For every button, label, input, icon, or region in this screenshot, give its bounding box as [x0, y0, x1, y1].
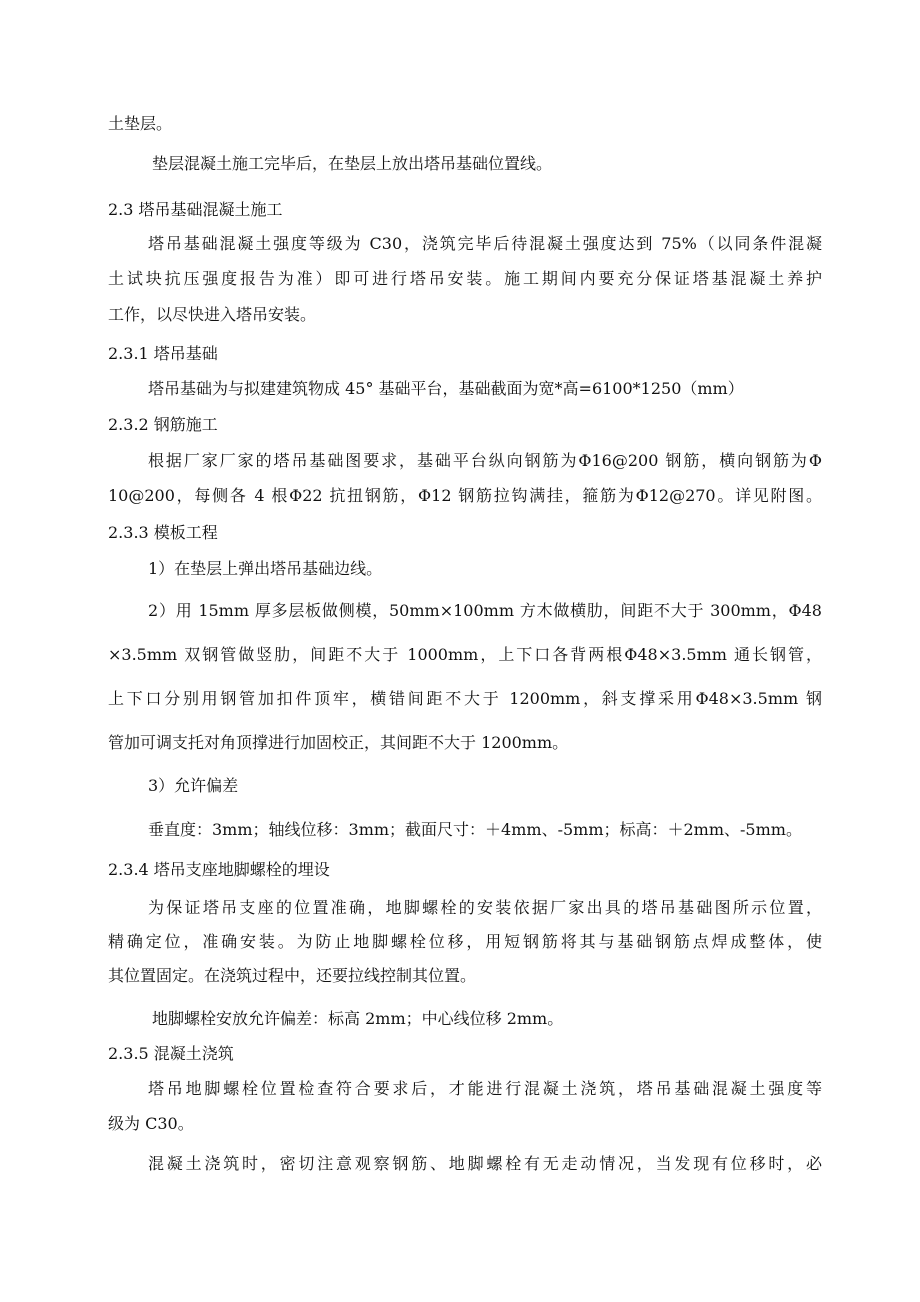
- paragraph-line: 塔吊地脚螺栓位置检查符合要求后，才能进行混凝土浇筑，塔吊基础混凝土强度等: [148, 1079, 822, 1098]
- paragraph-line: 垂直度：3mm；轴线位移：3mm；截面尺寸：＋4mm、-5mm；标高：＋2mm、-5mm。: [148, 820, 802, 839]
- section-heading: 2.3.2 钢筋施工: [108, 415, 218, 434]
- paragraph-line: 工作，以尽快进入塔吊安装。: [108, 305, 317, 324]
- paragraph-line: 地脚螺栓安放允许偏差：标高 2mm；中心线位移 2mm。: [152, 1009, 564, 1028]
- paragraph-line: 10@200，每侧各 4 根Φ22 抗扭钢筋，Φ12 钢筋拉钩满挂，箍筋为Φ12@270。详见附图。: [108, 486, 822, 505]
- list-item: 3）允许偏差: [148, 776, 239, 795]
- paragraph-line: 上下口分别用钢管加扣件顶牢，横错间距不大于 1200mm，斜支撑采用Φ48×3.5mm 钢: [108, 689, 822, 708]
- paragraph-line: 为保证塔吊支座的位置准确，地脚螺栓的安装依据厂家出具的塔吊基础图所示位置，: [148, 898, 822, 917]
- section-heading: 2.3.3 模板工程: [108, 523, 218, 542]
- paragraph-line: 根据厂家厂家的塔吊基础图要求，基础平台纵向钢筋为Φ16@200 钢筋，横向钢筋为Φ: [148, 451, 822, 470]
- section-heading: 2.3.4 塔吊支座地脚螺栓的埋设: [108, 860, 330, 879]
- section-heading: 2.3 塔吊基础混凝土施工: [108, 200, 283, 219]
- paragraph-line: 土试块抗压强度报告为准）即可进行塔吊安装。施工期间内要充分保证塔基混凝土养护: [108, 269, 822, 288]
- list-item: 2）用 15mm 厚多层板做侧模，50mm×100mm 方木做横肋，间距不大于 300mm，Φ48: [148, 601, 822, 620]
- paragraph-line: 塔吊基础混凝土强度等级为 C30，浇筑完毕后待混凝土强度达到 75%（以同条件混凝: [148, 234, 822, 253]
- list-item: 1）在垫层上弹出塔吊基础边线。: [148, 559, 383, 578]
- paragraph-line: 塔吊基础为与拟建建筑物成 45° 基础平台，基础截面为宽*高=6100*1250（mm）: [148, 379, 744, 398]
- paragraph-line: 混凝土浇筑时，密切注意观察钢筋、地脚螺栓有无走动情况，当发现有位移时，必: [148, 1154, 822, 1173]
- paragraph-line: 精确定位，准确安装。为防止地脚螺栓位移，用短钢筋将其与基础钢筋点焊成整体，使: [108, 932, 822, 951]
- paragraph-line: 土垫层。: [108, 114, 173, 133]
- section-heading: 2.3.5 混凝土浇筑: [108, 1044, 234, 1063]
- paragraph-line: 垫层混凝土施工完毕后，在垫层上放出塔吊基础位置线。: [152, 154, 553, 173]
- paragraph-line: 管加可调支托对角顶撑进行加固校正，其间距不大于 1200mm。: [108, 733, 569, 752]
- section-heading: 2.3.1 塔吊基础: [108, 344, 218, 363]
- paragraph-line: ×3.5mm 双钢管做竖肋，间距不大于 1000mm，上下口各背两根Φ48×3.5mm 通长钢管，: [108, 645, 822, 664]
- paragraph-line: 级为 C30。: [108, 1114, 194, 1133]
- paragraph-line: 其位置固定。在浇筑过程中，还要拉线控制其位置。: [108, 966, 477, 985]
